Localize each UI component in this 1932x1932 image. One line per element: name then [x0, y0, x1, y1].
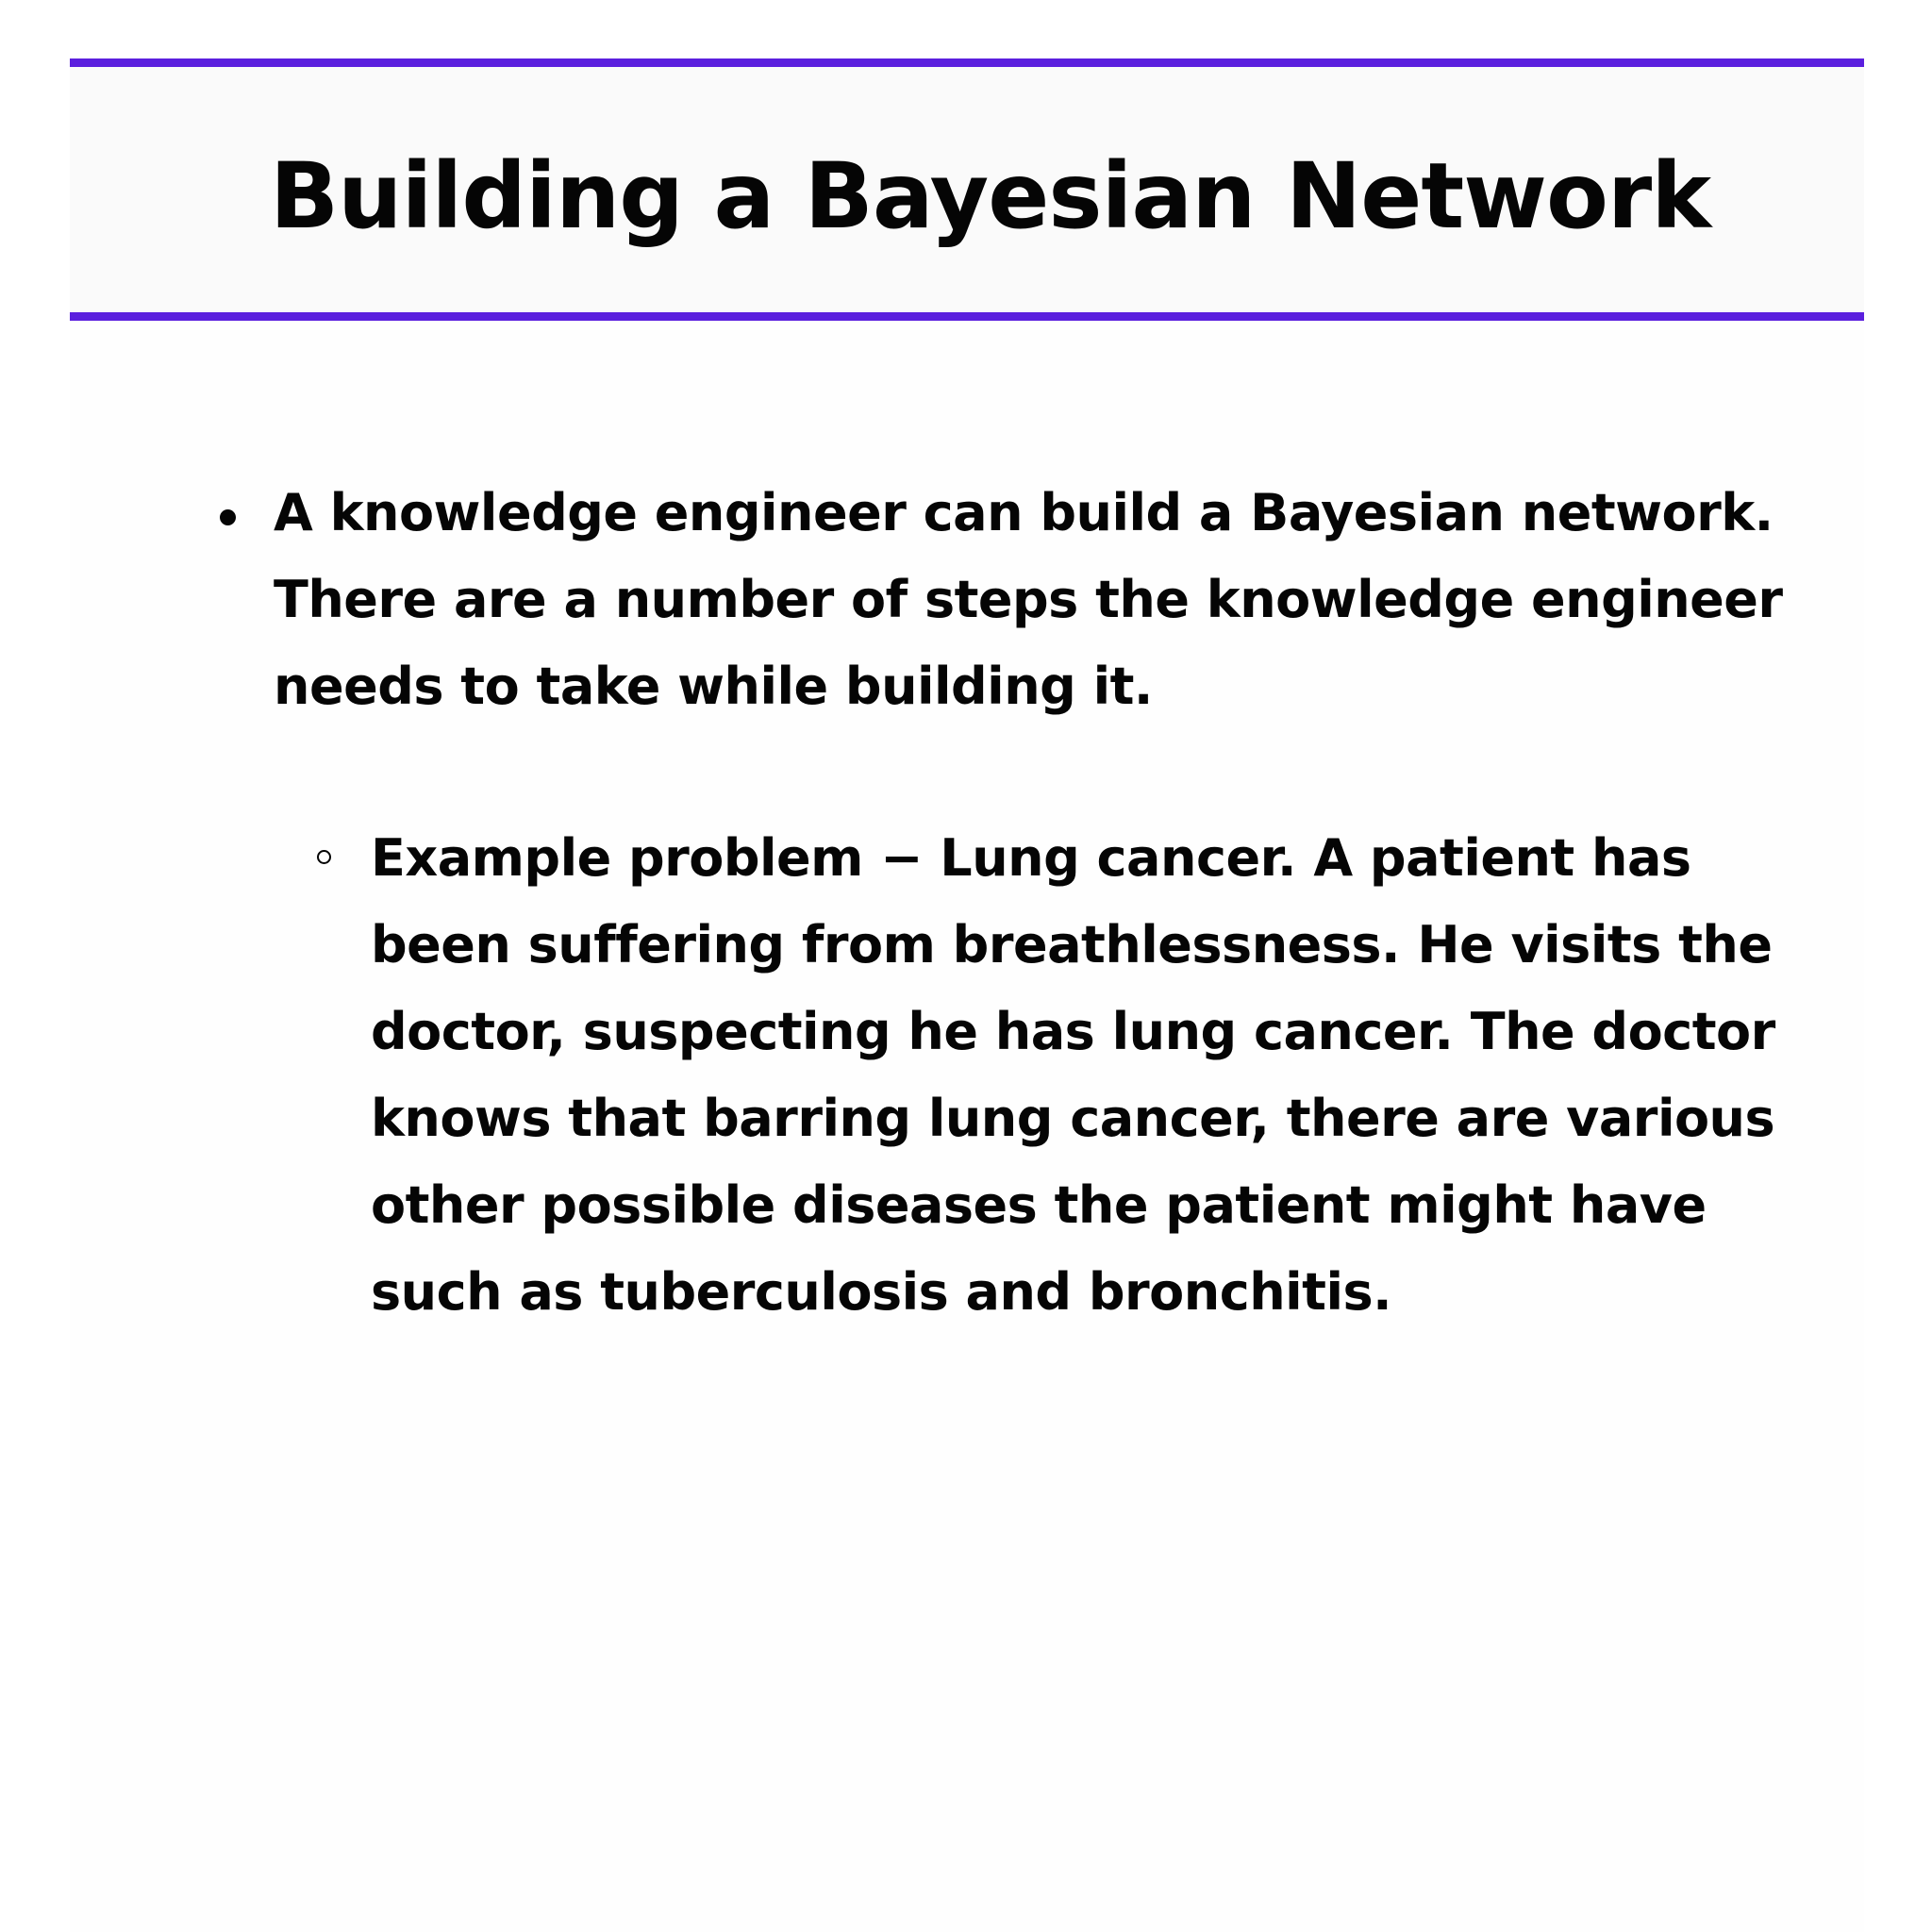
bullet-circle-icon: [317, 850, 331, 864]
bullet-disc-icon: [220, 509, 236, 525]
slide-title: Building a Bayesian Network: [270, 143, 1711, 249]
sub-bullet-text: Example problem − Lung cancer. A patient has been suffering from breathlessness. He visits the doctor, suspecting he has lung cancer. The doctor knows that barring lung cancer, there are various other possible diseases the patient might have such as tuberculosis and bronchitis.: [371, 828, 1775, 1322]
top-divider: [70, 58, 1864, 67]
bottom-divider: [70, 312, 1864, 321]
bullet-text: A knowledge engineer can build a Bayesian network. There are a number of steps the knowledge engineer needs to take while building it.: [274, 483, 1783, 716]
